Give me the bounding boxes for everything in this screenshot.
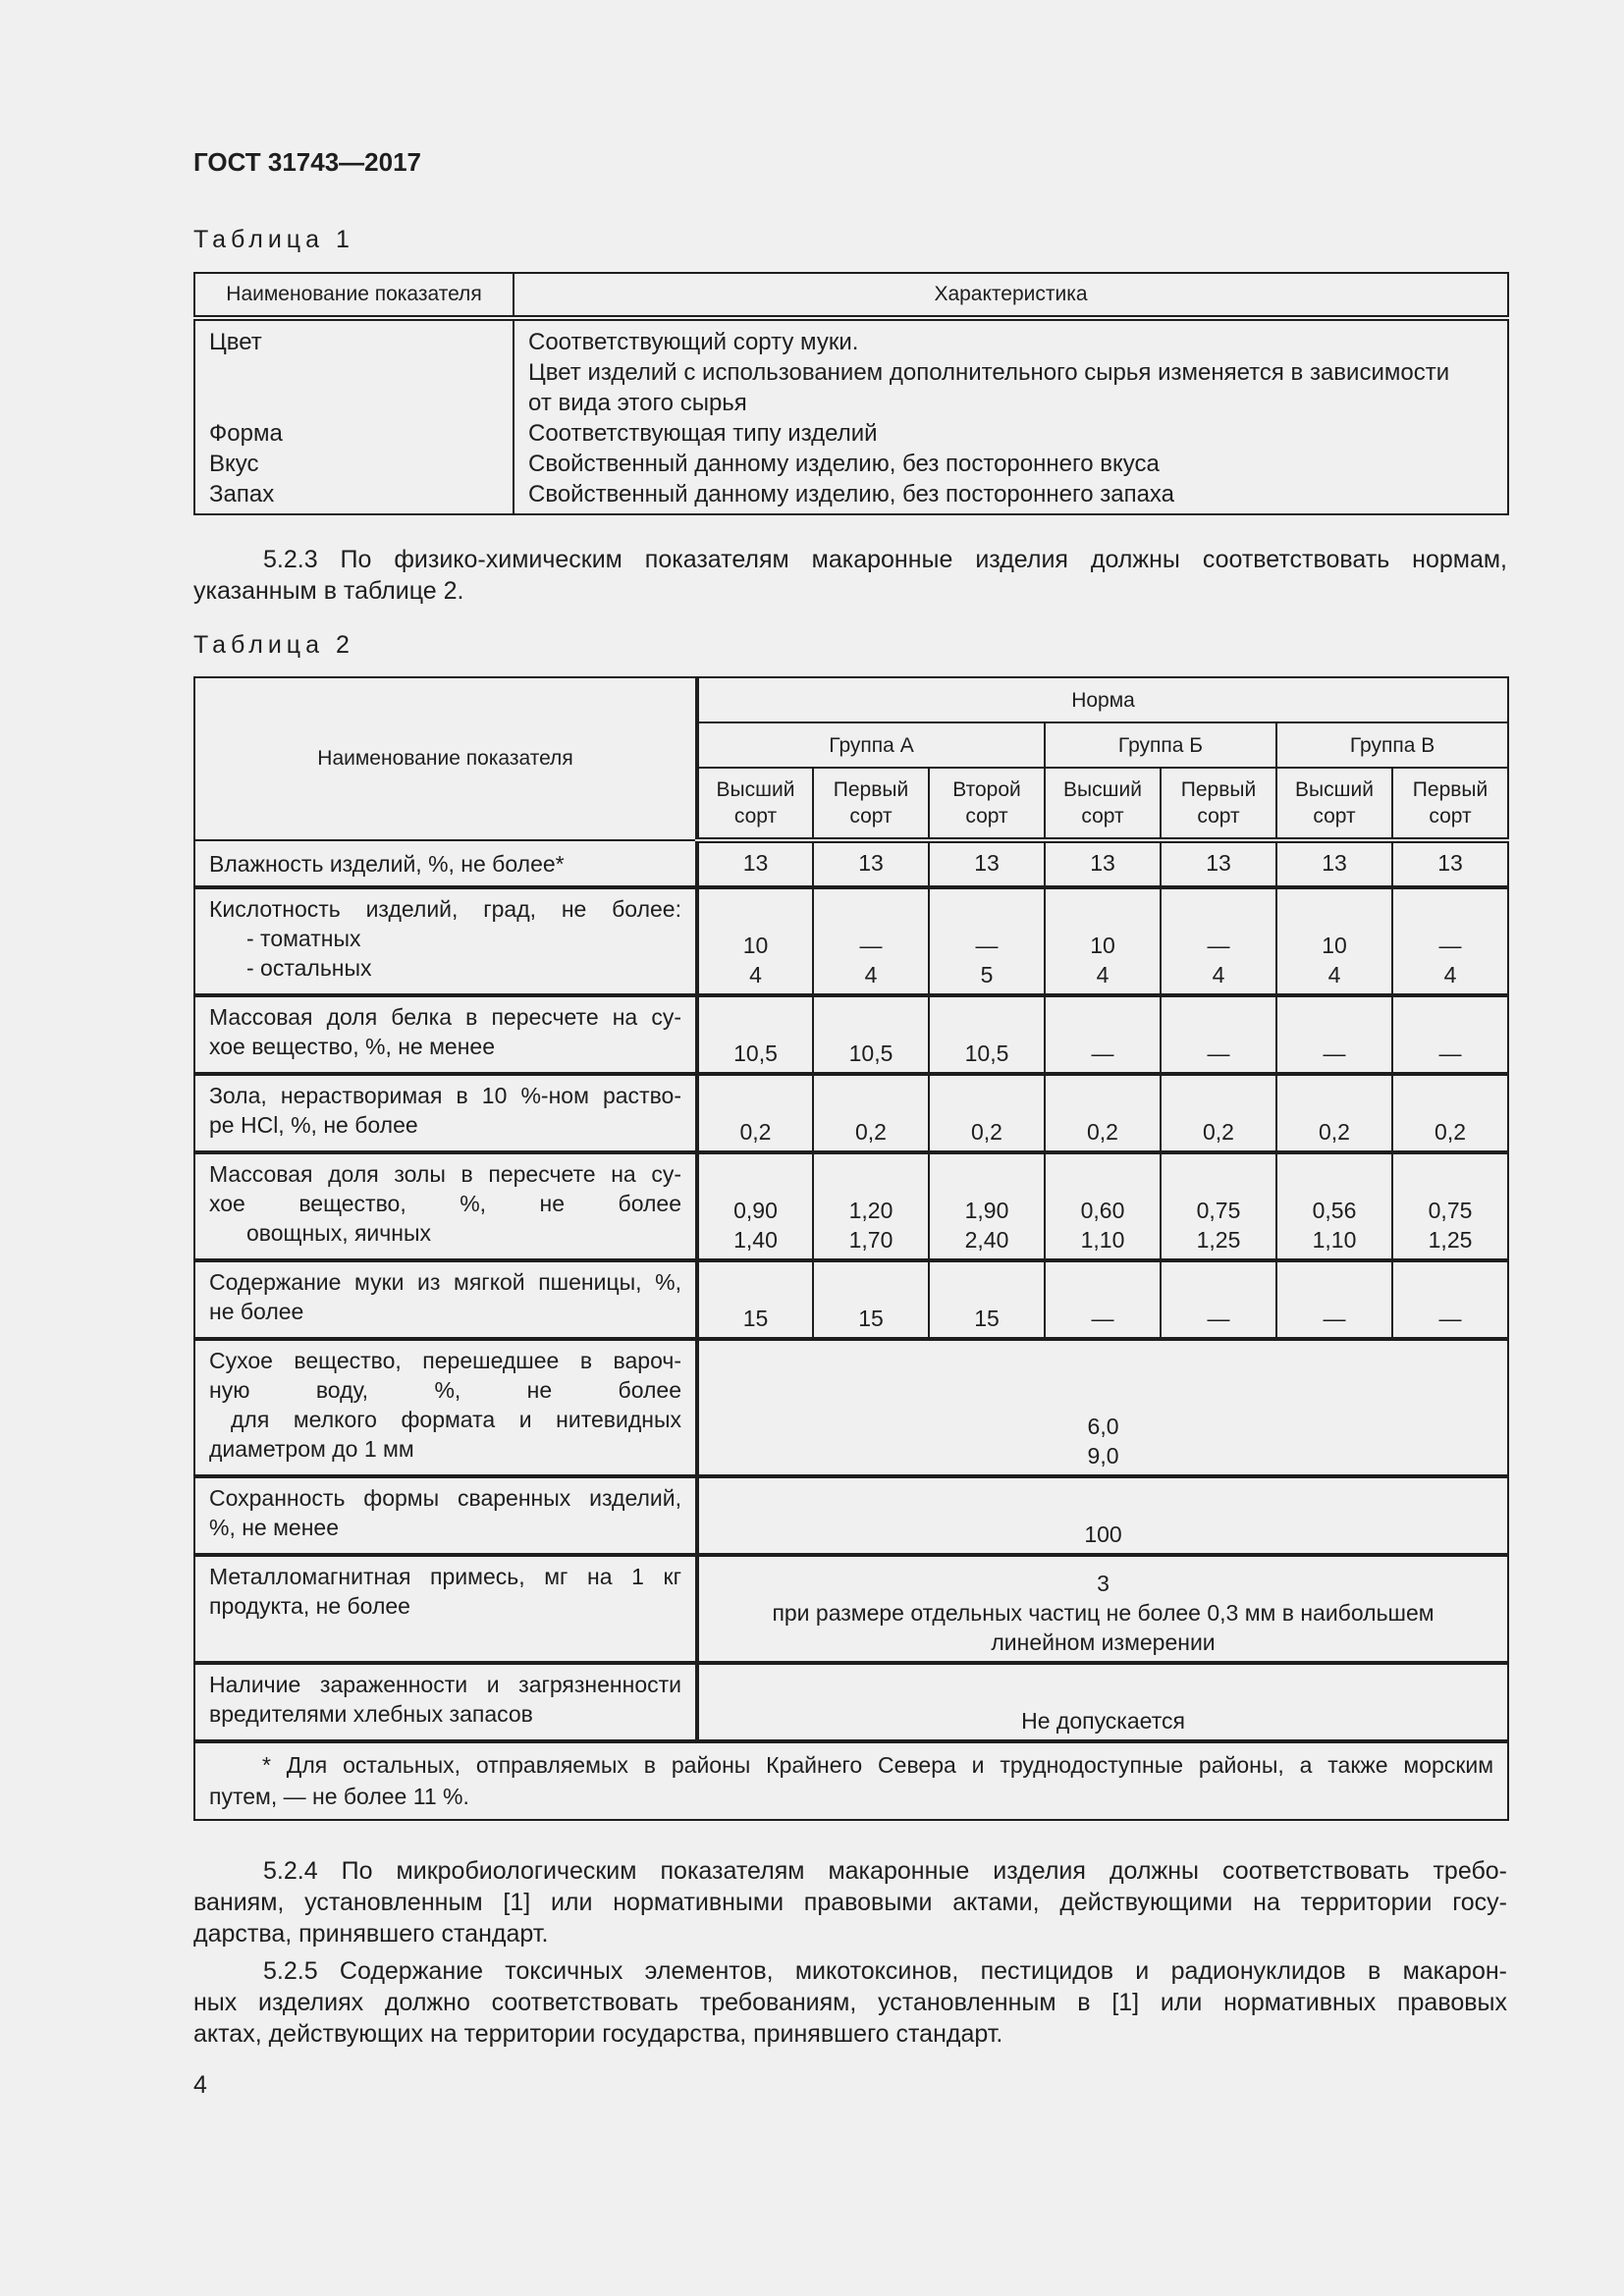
table1-characteristic: Цвет изделий с использованием дополнительного сырья изменяется в зависимости (528, 359, 1450, 386)
value-line: 1,70 (848, 1227, 893, 1253)
value-line: сорт (849, 805, 893, 828)
value-line: 0,2 (1203, 1119, 1234, 1145)
paragraph-line: ных изделиях должно соответствовать требованиям, установленным в [1] или нормативных правовых (193, 1989, 1507, 2016)
value-line: 15 (742, 1306, 769, 1331)
value-line: Высший (716, 778, 795, 801)
table-1 (193, 272, 1509, 515)
table2-value-cell (1392, 887, 1508, 995)
table2-value-cell (1276, 887, 1392, 995)
table2-grade-header (1161, 768, 1276, 840)
table2-value-cell (929, 995, 1045, 1074)
value-line: 1,10 (1080, 1227, 1125, 1253)
table2-value-cell (813, 887, 929, 995)
table2-row (194, 887, 1508, 995)
table1-caption: Таблица 1 (193, 226, 354, 253)
text-line: Сухое вещество, перешедшее в вароч- (209, 1348, 681, 1373)
paragraph-line: 5.2.3 По физико-химическим показателям макаронные изделия должны соответствовать нормам, (263, 546, 1507, 573)
table2-merged-value (697, 1339, 1508, 1476)
paragraph-5-2-4 (193, 1855, 1507, 1949)
table1-names-cell (194, 318, 514, 514)
value-line: сорт (1313, 805, 1356, 828)
value-line: 0,90 (733, 1198, 778, 1223)
value-line: 4 (864, 962, 878, 988)
value-line: 6,0 (1087, 1414, 1119, 1439)
table2-row-name (194, 1339, 697, 1476)
table2-row (194, 1152, 1508, 1260)
value-line: 13 (742, 849, 769, 876)
table2-grade-header (1276, 768, 1392, 840)
table2-value-cell (1161, 1260, 1276, 1339)
text-line: хое вещество, %, не более (209, 1191, 681, 1216)
table1-name (209, 357, 499, 388)
value-line: 13 (1090, 849, 1115, 876)
table2-value-cell (1045, 1152, 1161, 1260)
value-line: 1,20 (848, 1198, 893, 1223)
table2-grade-header (1045, 768, 1161, 840)
value-line: Первый (1412, 778, 1489, 801)
table2-row (194, 1260, 1508, 1339)
value-line: 0,75 (1196, 1198, 1241, 1223)
text-line: Влажность изделий, %, не более* (209, 851, 565, 877)
table2-header-norm: Норма (697, 677, 1508, 722)
table2-footnote-row (194, 1741, 1508, 1820)
table2-row-name (194, 1663, 697, 1741)
table2-merged-row (194, 1555, 1508, 1663)
text-line: Содержание муки из мягкой пшеницы, %, (209, 1269, 681, 1295)
value-line: — (1438, 933, 1462, 958)
table2-value-cell (1392, 840, 1508, 887)
value-line: — (1091, 1306, 1114, 1331)
table1-header-name: Наименование показателя (194, 273, 514, 318)
table2-grade-header (1392, 768, 1508, 840)
table2-value-cell (1276, 995, 1392, 1074)
text-line: Наличие зараженности и загрязненности (209, 1672, 681, 1697)
table2-grade-header (697, 768, 813, 840)
table2-value-cell (929, 1260, 1045, 1339)
paragraph-5-2-5 (193, 1955, 1507, 2050)
value-line: Высший (1063, 778, 1142, 801)
value-line: — (1438, 1041, 1462, 1066)
value-line: 1,90 (964, 1198, 1009, 1223)
value-line: 3 (1097, 1571, 1110, 1596)
value-line: сорт (1197, 805, 1240, 828)
text-line: - остальных (246, 955, 372, 981)
value-line: сорт (733, 805, 778, 828)
value-line: Первый (1180, 778, 1257, 801)
text-line: %, не менее (209, 1515, 340, 1540)
text-line: Массовая доля золы в пересчете на су- (209, 1161, 681, 1187)
value-line: Первый (833, 778, 909, 801)
table2-row-name (194, 887, 697, 995)
table2-row-name (194, 1555, 697, 1663)
table2-row-name (194, 1260, 697, 1339)
paragraph-line: 5.2.5 Содержание токсичных элементов, микотоксинов, пестицидов и радионуклидов в макарон- (263, 1957, 1507, 1985)
table2-value-cell (1045, 995, 1161, 1074)
value-line: — (1323, 1306, 1346, 1331)
value-line: — (1207, 1041, 1230, 1066)
table2-merged-value (697, 1555, 1508, 1663)
value-line: — (859, 933, 883, 958)
table1-characteristic: Соответствующий сорту муки. (528, 329, 859, 355)
table2-row-name (194, 1152, 697, 1260)
table2-value-cell (697, 887, 813, 995)
value-line: 1,25 (1428, 1227, 1473, 1253)
text-line: ную воду, %, не более (209, 1377, 681, 1403)
text-line: Кислотность изделий, град, не более: (209, 896, 681, 922)
value-line: сорт (965, 805, 1008, 828)
table1-characteristic: Соответствующая типу изделий (528, 420, 878, 447)
table2-value-cell (1161, 995, 1276, 1074)
table1-name: Форма (209, 420, 283, 447)
value-line: 0,56 (1312, 1198, 1357, 1223)
table2-value-cell (1045, 887, 1161, 995)
value-line: 0,2 (971, 1119, 1002, 1145)
table2-value-cell (1161, 887, 1276, 995)
table2-value-cell (929, 887, 1045, 995)
table2-value-cell (697, 995, 813, 1074)
value-line: 0,2 (739, 1119, 772, 1145)
paragraph-line: указанным в таблице 2. (193, 577, 464, 605)
table2-footnote (194, 1741, 1508, 1820)
value-line: 4 (1443, 962, 1457, 988)
table2-value-cell (929, 1152, 1045, 1260)
table2-value-cell (929, 840, 1045, 887)
text-line: для мелкого формата и нитевидных (231, 1407, 681, 1432)
table2-value-cell (697, 1074, 813, 1152)
value-line: 10,5 (733, 1041, 778, 1066)
table2-value-cell (813, 1152, 929, 1260)
value-line: Второй (952, 778, 1021, 801)
value-line: — (1207, 933, 1230, 958)
value-line: 15 (858, 1306, 884, 1331)
value-line: сорт (1081, 805, 1124, 828)
paragraph-5-2-3 (193, 544, 1507, 607)
table2-value-cell (1161, 1074, 1276, 1152)
table2-merged-row (194, 1339, 1508, 1476)
paragraph-line: 5.2.4 По микробиологическим показателям макаронные изделия должны соответствовать требо- (263, 1857, 1507, 1885)
value-line: Не допускается (1021, 1708, 1185, 1734)
table2-value-cell (1392, 1260, 1508, 1339)
table2-grade-header (929, 768, 1045, 840)
table2-value-cell (697, 840, 813, 887)
text-line: * Для остальных, отправляемых в районы Крайнего Севера и труднодоступные районы, а также морским (262, 1752, 1494, 1778)
value-line: — (975, 933, 999, 958)
value-line: сорт (1429, 805, 1472, 828)
table2-merged-row (194, 1476, 1508, 1555)
table2-value-cell (1045, 1260, 1161, 1339)
table2-value-cell (1045, 840, 1161, 887)
value-line: 0,75 (1428, 1198, 1473, 1223)
value-line: 10 (1322, 933, 1347, 958)
table2-value-cell (1276, 1260, 1392, 1339)
text-line: Массовая доля белка в пересчете на су- (209, 1004, 681, 1030)
page-number: 4 (193, 2071, 207, 2099)
value-line: — (1207, 1306, 1230, 1331)
table2-group-b: Группа Б (1045, 722, 1276, 768)
table2-value-cell (1045, 1074, 1161, 1152)
table2-merged-value (697, 1663, 1508, 1741)
paragraph-line: ваниям, установленным [1] или нормативными правовыми актами, действующими на территории госу- (193, 1889, 1507, 1916)
value-line: 10,5 (848, 1041, 893, 1066)
table1-name: Вкус (209, 451, 259, 477)
table2-value-cell (1161, 1152, 1276, 1260)
text-line: хое вещество, %, не менее (209, 1034, 495, 1059)
text-line: диаметром до 1 мм (209, 1436, 414, 1462)
table2-value-cell (697, 1260, 813, 1339)
value-line: 1,40 (733, 1227, 778, 1253)
table2-value-cell (1276, 1152, 1392, 1260)
table2-value-cell (697, 1152, 813, 1260)
text-line: вредителями хлебных запасов (209, 1701, 533, 1727)
table2-row (194, 1074, 1508, 1152)
paragraph-line: дарства, принявшего стандарт. (193, 1920, 549, 1948)
table2-value-cell (813, 995, 929, 1074)
table2-merged-value (697, 1476, 1508, 1555)
table2-header-name: Наименование показателя (194, 677, 697, 840)
table2-merged-row (194, 1663, 1508, 1741)
text-line: Сохранность формы сваренных изделий, (209, 1485, 681, 1511)
table1-characteristic: Свойственный данному изделию, без постороннего запаха (528, 481, 1174, 507)
value-line: 4 (1212, 962, 1225, 988)
table2-caption: Таблица 2 (193, 631, 354, 659)
value-line: 1,25 (1196, 1227, 1241, 1253)
table2-value-cell (929, 1074, 1045, 1152)
value-line: 0,2 (855, 1119, 887, 1145)
value-line: 13 (858, 849, 884, 876)
value-line: 4 (1096, 962, 1110, 988)
table2-value-cell (1392, 1152, 1508, 1260)
value-line: 0,2 (1087, 1119, 1118, 1145)
text-line: ре HCl, %, не более (209, 1112, 418, 1138)
paragraph-line: актах, действующих на территории государства, принявшего стандарт. (193, 2020, 1003, 2048)
value-line: 5 (980, 962, 994, 988)
value-line: 0,2 (1319, 1119, 1350, 1145)
value-line: — (1438, 1306, 1462, 1331)
table2-row (194, 840, 1508, 887)
table2-value-cell (813, 1074, 929, 1152)
text-line: Металломагнитная примесь, мг на 1 кг (209, 1564, 681, 1589)
value-line: 13 (1322, 849, 1347, 876)
table2-row-name (194, 840, 697, 887)
table2-value-cell (1276, 840, 1392, 887)
table1-name: Запах (209, 481, 275, 507)
document-header: ГОСТ 31743—2017 (193, 147, 421, 177)
value-line: 4 (749, 962, 762, 988)
table2-grade-header (813, 768, 929, 840)
value-line: при размере отдельных частиц не более 0,3 мм в наибольшем (772, 1600, 1435, 1626)
table2-row-name (194, 1476, 697, 1555)
value-line: 100 (1084, 1522, 1122, 1547)
value-line: 13 (1206, 849, 1231, 876)
table1-name: Цвет (209, 329, 262, 355)
text-line: Зола, нерастворимая в 10 %-ном раство- (209, 1083, 681, 1108)
table2-value-cell (1392, 1074, 1508, 1152)
text-line: путем, — не более 11 %. (209, 1784, 469, 1809)
table2-value-cell (1392, 995, 1508, 1074)
text-line: не более (209, 1299, 304, 1324)
text-line: - томатных (246, 926, 361, 951)
value-line: Высший (1295, 778, 1374, 801)
value-line: 10 (1090, 933, 1115, 958)
value-line: 1,10 (1312, 1227, 1357, 1253)
value-line: 10 (742, 933, 769, 958)
text-line: овощных, яичных (246, 1220, 431, 1246)
value-line: — (1323, 1041, 1346, 1066)
value-line: 4 (1327, 962, 1341, 988)
table1-name (209, 388, 499, 418)
table2-value-cell (1276, 1074, 1392, 1152)
table2-row (194, 995, 1508, 1074)
table2-group-c: Группа В (1276, 722, 1508, 768)
value-line: 0,2 (1435, 1119, 1467, 1145)
value-line: 9,0 (1087, 1443, 1119, 1468)
value-line: 10,5 (964, 1041, 1009, 1066)
table1-header-characteristic: Характеристика (514, 273, 1508, 318)
table1-characteristic: Свойственный данному изделию, без постороннего вкуса (528, 451, 1160, 477)
value-line: 13 (974, 849, 1000, 876)
value-line: 15 (974, 1306, 1000, 1331)
table2-value-cell (1161, 840, 1276, 887)
table-2 (193, 676, 1509, 1821)
value-line: 0,60 (1080, 1198, 1125, 1223)
table2-row-name (194, 995, 697, 1074)
table1-characteristic: от вида этого сырья (528, 390, 747, 416)
text-line: продукта, не более (209, 1593, 410, 1619)
table2-group-a: Группа А (697, 722, 1045, 768)
table2-value-cell (813, 840, 929, 887)
table2-row-name (194, 1074, 697, 1152)
table2-value-cell (813, 1260, 929, 1339)
value-line: линейном измерении (991, 1629, 1216, 1655)
value-line: 2,40 (964, 1227, 1009, 1253)
table1-characteristics-cell (514, 318, 1508, 514)
value-line: 13 (1437, 849, 1463, 876)
value-line: — (1091, 1041, 1114, 1066)
